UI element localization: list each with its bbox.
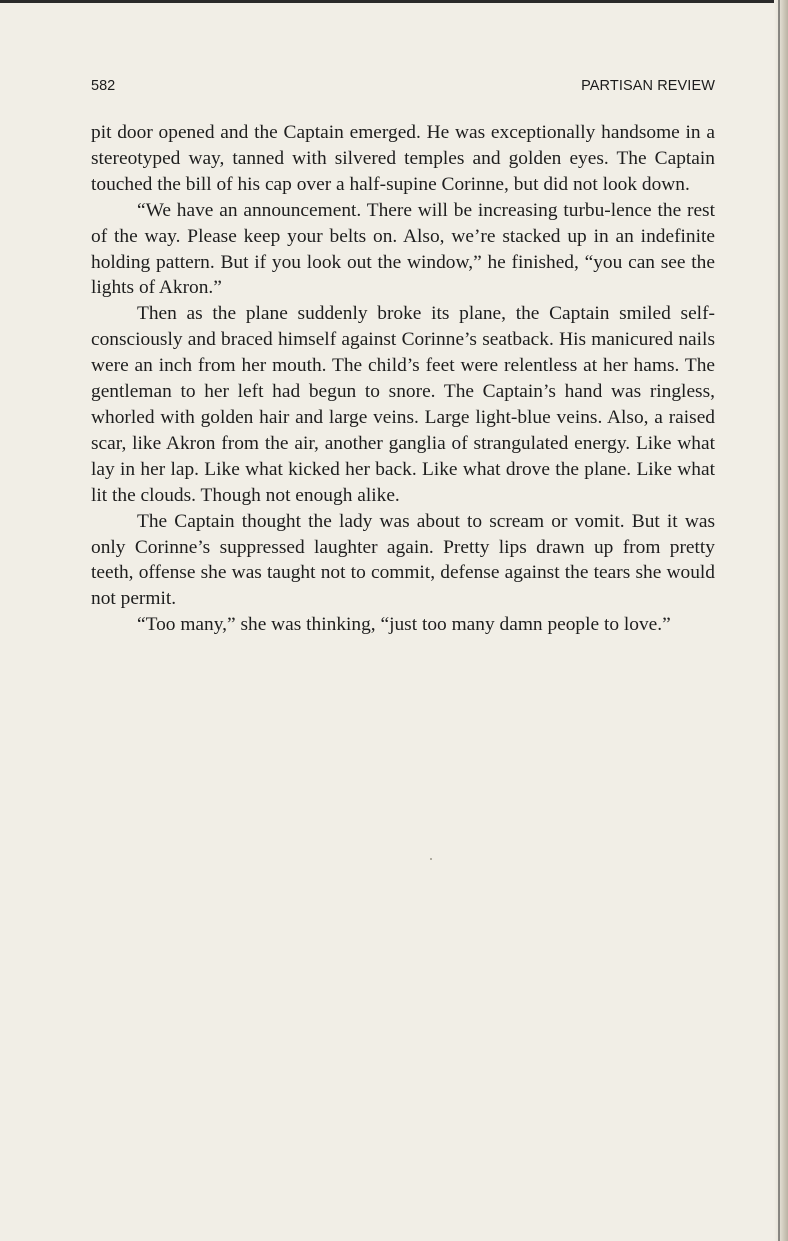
paragraph-2: “We have an announcement. There will be increasing turbu-lence the rest of the way. Please keep your belts on. Also, we’re stacked up in an indefinite holding pattern. But if you look out the window,” he finished, “you can see the lights of Akron.” xyxy=(91,199,715,299)
paragraph-4: The Captain thought the lady was about to scream or vomit. But it was only Corinne’s suppressed laughter again. Pretty lips drawn up from pretty teeth, offense she was taught not to commit, defense against the tears she would not permit. xyxy=(91,510,715,610)
page-binding-edge xyxy=(774,0,788,1241)
body-text xyxy=(91,120,715,638)
binding-shadow-line xyxy=(778,0,780,1241)
paper-speck xyxy=(430,858,432,860)
running-head xyxy=(91,78,715,98)
page-number: 582 xyxy=(91,78,116,94)
top-edge-rule xyxy=(0,0,775,3)
paragraph-3: Then as the plane suddenly broke its plane, the Captain smiled self-consciously and braced himself against Corinne’s seatback. His manicured nails were an inch from her mouth. The child’s feet were relentless at her hams. The gentleman to her left had begun to snore. The Captain’s hand was ringless, whorled with golden hair and large veins. Large light-blue veins. Also, a raised scar, like Akron from the air, another ganglia of strangulated energy. Like what lay in her lap. Like what kicked her back. Like what drove the plane. Like what lit the clouds. Though not enough alike. xyxy=(91,303,715,506)
paragraph-5: “Too many,” she was thinking, “just too many damn people to love.” xyxy=(137,614,671,636)
journal-title: PARTISAN REVIEW xyxy=(581,78,715,94)
paragraph-1: pit door opened and the Captain emerged. He was exceptionally handsome in a stereotyped way, tanned with silvered temples and golden eyes. The Captain touched the bill of his cap over a half-supine Corinne, but did not look down. xyxy=(91,122,715,195)
